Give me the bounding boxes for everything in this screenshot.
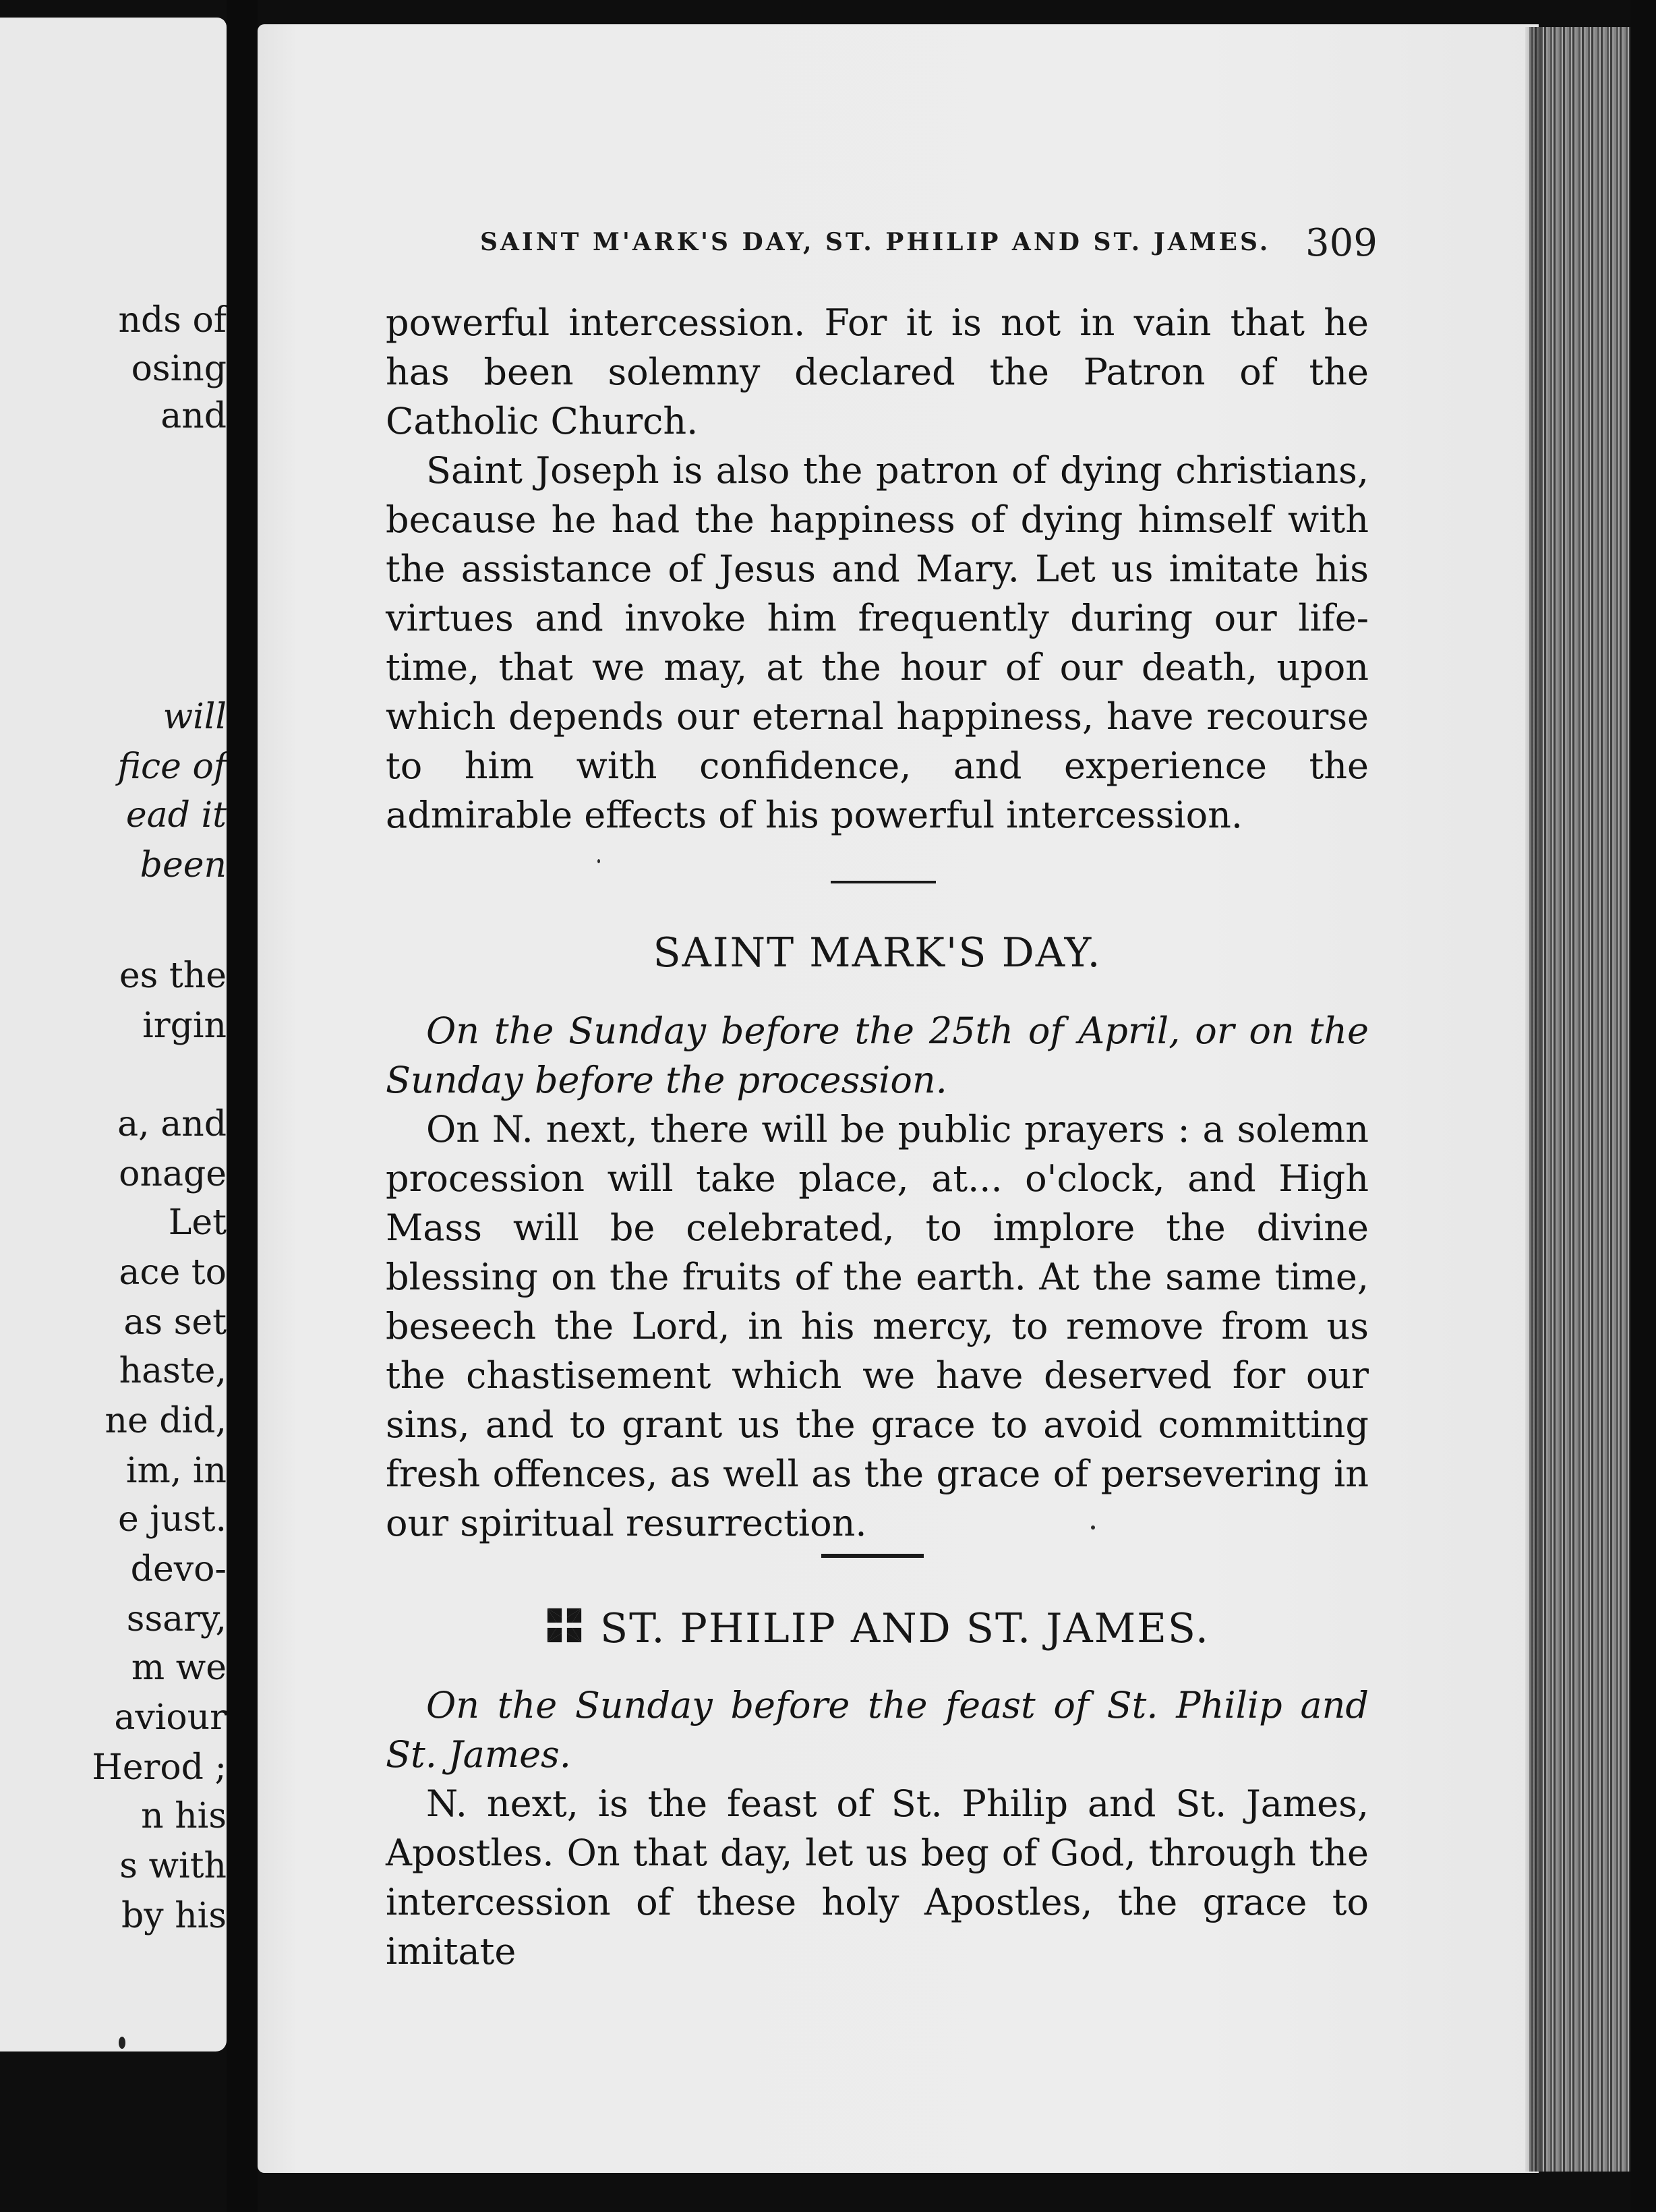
left-page-line: es the [119, 956, 227, 996]
paragraph-continued: powerful intercession. For it is not in vain that he has been solemny declared the Patron of the Catholic Church. [386, 301, 1369, 442]
page-edge-shadow [1525, 27, 1541, 2172]
left-page-line: as set [123, 1302, 227, 1343]
philip-james-heading-row [386, 1605, 1369, 1652]
philip-james-heading: ST. PHILIP AND ST. JAMES. [600, 1605, 1210, 1652]
saint-mark-rubric: On the Sunday before the 25th of April, or on the Sunday before the procession. [386, 1010, 1369, 1101]
left-page-line: e just. [117, 1499, 227, 1540]
left-page-line: m we [131, 1648, 227, 1688]
left-page-line: nds of [118, 300, 227, 341]
left-page-line: ssary, [126, 1599, 227, 1639]
left-page-line: ne did, [105, 1401, 227, 1441]
paragraph-joseph-patron: Saint Joseph is also the patron of dying christians, because he had the happiness of dying himself with the assistance of Jesus and Mary. Let us imitate his virtues and invoke him frequently during our life-time, that we may, at the hour of our death, upon which depends our eternal happiness, have recourse to him with confidence, and experience the admirable effects of his powerful intercession. [386, 449, 1369, 836]
left-page-line: been [140, 845, 227, 885]
left-page-line: by his [121, 1896, 227, 1936]
left-page-line: osing [131, 349, 227, 389]
left-page-line: ead it [125, 795, 227, 836]
page-number: 309 [1305, 221, 1378, 265]
right-border [1630, 0, 1656, 2212]
left-page-line: fice of [117, 747, 227, 787]
gutter-shadow [227, 0, 258, 2212]
section-rule [821, 1554, 924, 1558]
left-page-line: s with [119, 1846, 227, 1886]
left-page-line: a, and [117, 1104, 227, 1144]
left-page-line: Let [168, 1202, 227, 1243]
left-page-line: n his [141, 1796, 227, 1836]
left-page-line: haste, [119, 1351, 227, 1391]
section-rule [831, 881, 936, 883]
left-page-line: and [160, 396, 227, 436]
left-page-line: devo- [130, 1549, 227, 1590]
philip-james-rubric: On the Sunday before the feast of St. Philip and St. James. [386, 1684, 1369, 1776]
left-facing-page [0, 18, 227, 2051]
left-page-line: onage [119, 1154, 227, 1194]
saint-mark-heading: SAINT MARK'S DAY. [653, 929, 1102, 977]
philip-james-section [386, 1681, 1369, 1976]
maltese-cross-icon [545, 1606, 584, 1645]
left-page-line: Herod ; [92, 1747, 227, 1788]
saint-mark-section [386, 1006, 1369, 1548]
ink-speck [1091, 1525, 1095, 1530]
left-page-line: irgin [142, 1006, 227, 1046]
ink-speck [119, 2037, 125, 2049]
saint-mark-announcement: On N. next, there will be public prayers : a solemn procession will take place, at... o'clock, and High Mass will be celebrated, to implore the divine blessing on the fruits of the earth. At the same time, beseech the Lord, in his mercy, to remove from us the chastisement which we have deserved for our sins, and to grant us the grace to avoid committing fresh offences, as well as the grace of persevering in our spiritual resurrection. [386, 1108, 1369, 1544]
left-page-line: aviour [114, 1697, 227, 1738]
left-page-line: ace to [119, 1252, 227, 1293]
page-edge-stack [1529, 27, 1630, 2172]
joseph-section [386, 298, 1369, 840]
philip-james-announcement: N. next, is the feast of St. Philip and St. James, Apostles. On that day, let us beg of God, through the intercession of these holy Apostles, the grace to imitate [386, 1782, 1369, 1973]
running-title: SAINT M'ARK'S DAY, ST. PHILIP AND ST. JAMES. [480, 228, 1271, 256]
left-page-line: im, in [125, 1451, 227, 1491]
left-page-line: will [162, 697, 227, 737]
ink-speck [597, 859, 600, 863]
